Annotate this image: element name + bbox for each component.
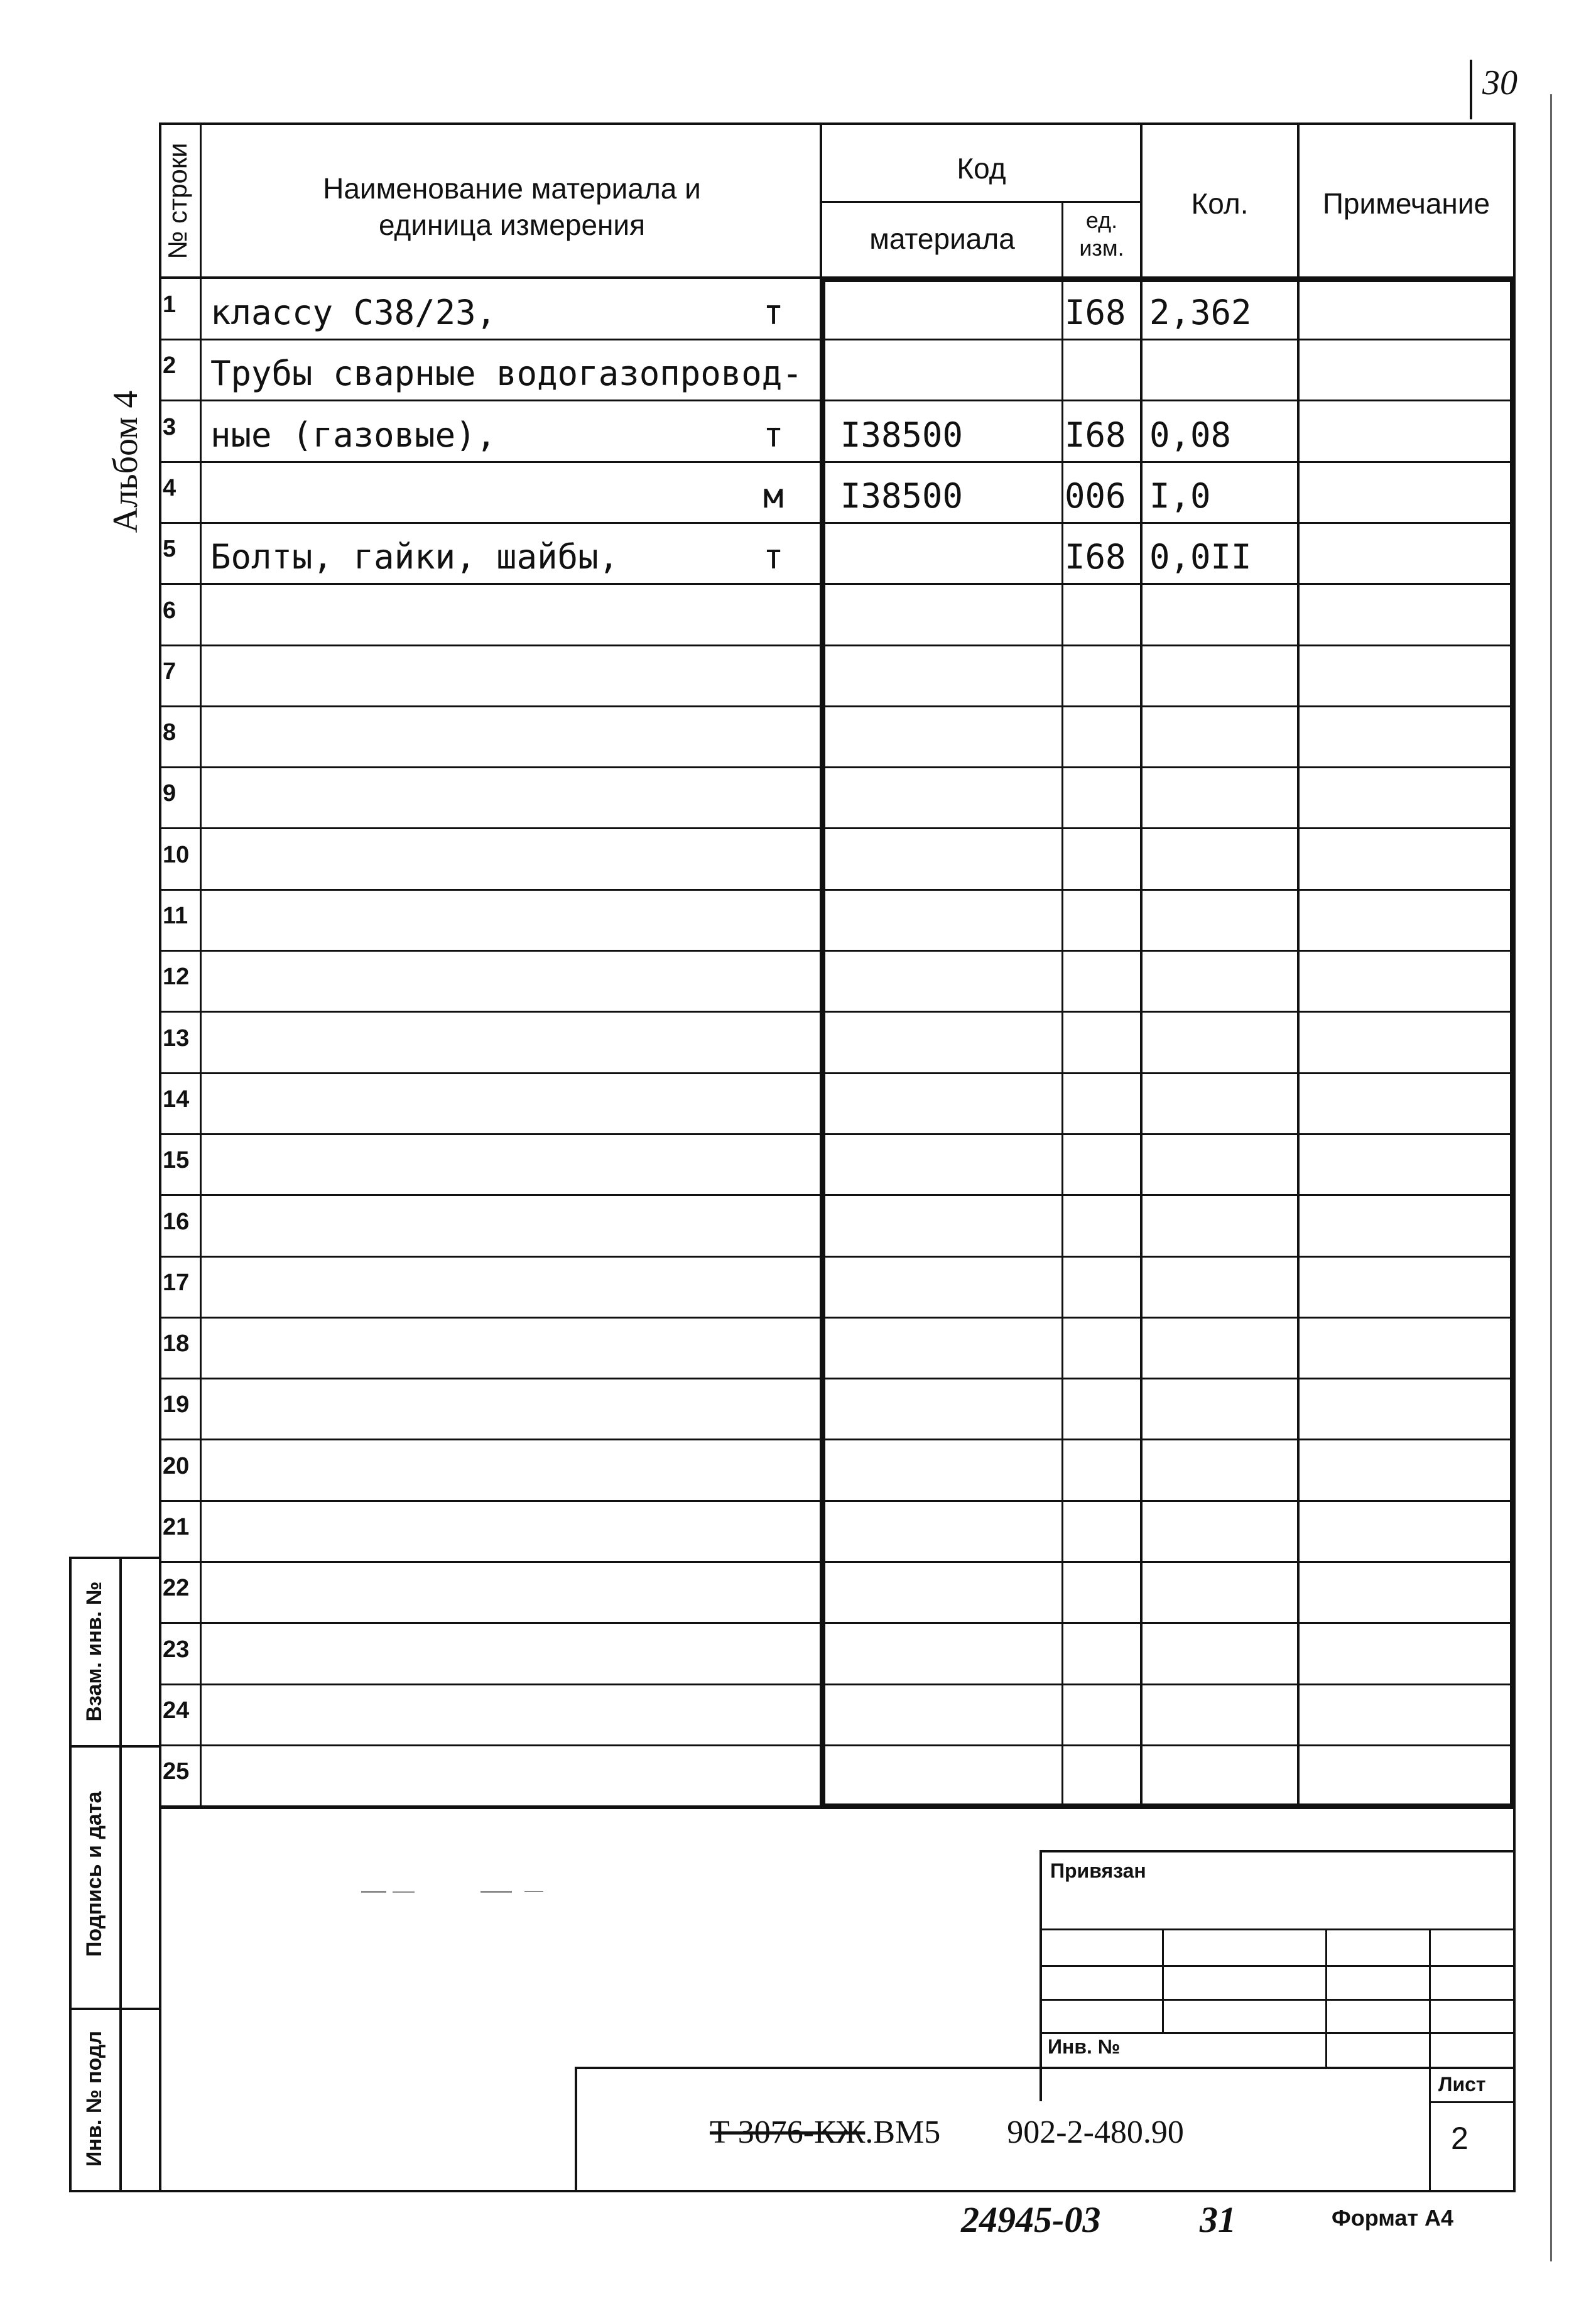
header-code-unit-line2: изм.	[1079, 235, 1124, 261]
row-unit-code: 006	[1065, 476, 1126, 516]
header-code-unit-line1: ед.	[1085, 207, 1118, 233]
header-note: Примечание	[1322, 187, 1490, 220]
row-unit-code: I68	[1065, 293, 1126, 332]
row-quantity: 0,0II	[1149, 537, 1252, 577]
doc-code-suffix: .ВМ5	[865, 2114, 941, 2150]
row-number: 25	[163, 1758, 190, 1785]
row-number: 22	[163, 1575, 190, 1601]
format-label: Формат А4	[1332, 2205, 1454, 2231]
row-number: 11	[163, 903, 188, 929]
row-number: 6	[163, 597, 176, 624]
row-number: 9	[163, 780, 176, 807]
row-number: 20	[163, 1453, 190, 1479]
stamp-vzam-inv: Взам. инв. №	[82, 1581, 106, 1722]
row-quantity: 0,08	[1149, 415, 1232, 455]
doc-code-main: 902-2-480.90	[1007, 2114, 1184, 2150]
header-code: Код	[957, 152, 1006, 185]
row-number: 10	[163, 842, 190, 868]
row-number: 7	[163, 658, 176, 685]
title-list-no: 2	[1451, 2121, 1468, 2156]
handwritten-number: 24945-03	[961, 2199, 1101, 2240]
row-unit-code: I68	[1065, 415, 1126, 455]
handwritten-page: 31	[1200, 2199, 1236, 2240]
title-list-label: Лист	[1438, 2073, 1486, 2096]
stamp-inv-podl: Инв. № подл	[82, 2030, 106, 2167]
row-unit: т	[763, 537, 784, 577]
row-number: 16	[163, 1209, 190, 1235]
row-number: 18	[163, 1330, 190, 1357]
row-name: Болты, гайки, шайбы,	[210, 537, 619, 577]
row-number: 8	[163, 719, 176, 746]
row-number: 19	[163, 1391, 190, 1418]
row-number: 21	[163, 1514, 190, 1540]
doc-code	[710, 2114, 1184, 2151]
row-number: 1	[163, 291, 176, 318]
header-name-line2: единица измерения	[378, 209, 646, 241]
page-number: 30	[1482, 63, 1517, 102]
row-number: 15	[163, 1147, 190, 1173]
row-quantity: 2,362	[1149, 293, 1252, 332]
row-number: 13	[163, 1025, 190, 1052]
row-number: 23	[163, 1636, 190, 1663]
title-inv-no: Инв. №	[1048, 2035, 1121, 2058]
row-number: 17	[163, 1270, 190, 1296]
header-name-line1: Наименование материала и	[323, 172, 701, 205]
row-number: 3	[163, 414, 176, 440]
title-privyazan: Привязан	[1050, 1859, 1146, 1882]
album-label: Альбом 4	[106, 390, 145, 533]
stamp-podpis-data: Подпись и дата	[82, 1791, 106, 1957]
row-number: 5	[163, 536, 176, 562]
row-quantity: I,0	[1149, 476, 1211, 516]
row-number: 4	[163, 475, 176, 501]
row-material-code: I38500	[840, 476, 964, 516]
row-unit: т	[763, 293, 784, 332]
row-name: классу С38/23,	[210, 293, 497, 332]
row-number: 14	[163, 1086, 190, 1112]
row-name: Трубы сварные водогазопровод-	[210, 354, 803, 393]
row-number: 2	[163, 352, 176, 379]
row-unit-code: I68	[1065, 537, 1126, 577]
header-code-material: материала	[869, 222, 1015, 255]
row-material-code: I38500	[840, 415, 964, 455]
row-unit: м	[763, 476, 784, 516]
row-name: ные (газовые),	[210, 415, 497, 455]
header-row-no: № строки	[163, 143, 192, 259]
doc-code-struck: Т 3076-КЖ	[710, 2114, 866, 2150]
row-number: 12	[163, 964, 190, 990]
row-number: 24	[163, 1697, 190, 1724]
header-qty: Кол.	[1191, 187, 1249, 220]
row-unit: т	[763, 415, 784, 455]
